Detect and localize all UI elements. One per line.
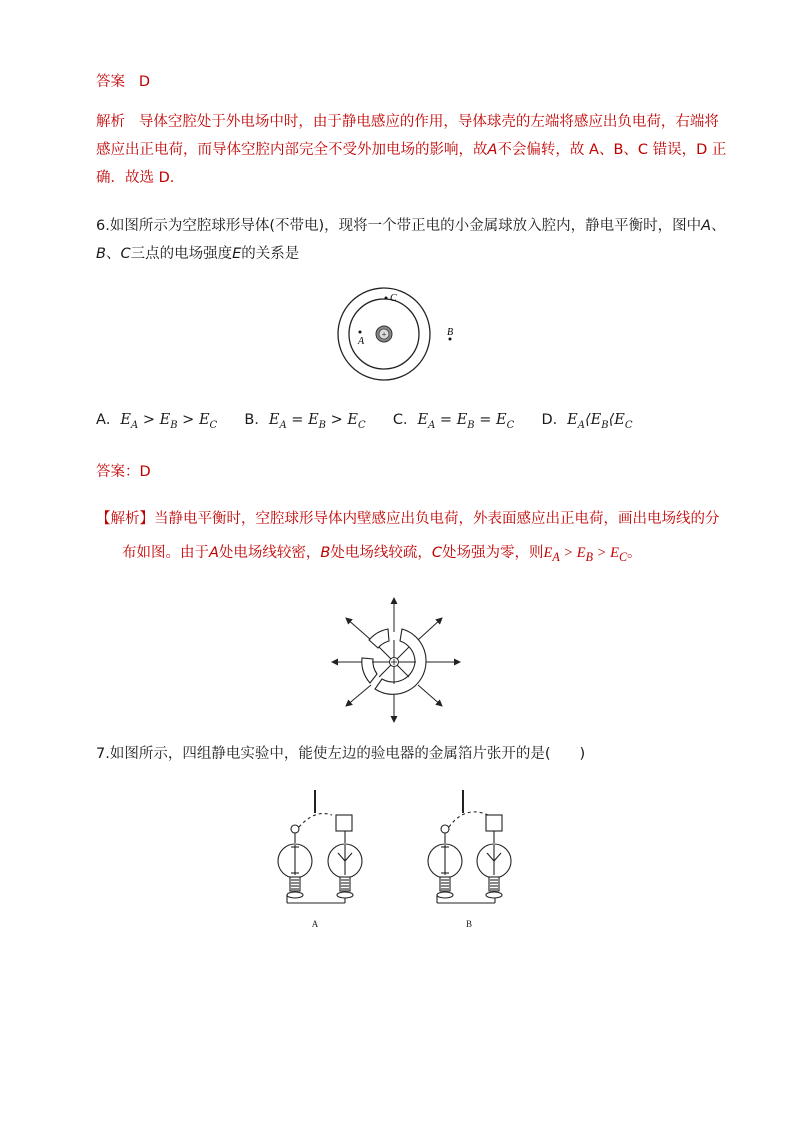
figure-label-b: B bbox=[465, 919, 473, 929]
option-expr: $E_A = E_B = E_C$ bbox=[417, 412, 515, 431]
explanation-line: 不会偏转，故 A、B、C 错误，D 正 bbox=[497, 142, 727, 158]
point-a-label: A bbox=[358, 336, 365, 347]
question-7-text: 7.如图所示，四组静电实验中，能使左边的验电器的金属箔片张开的是( ) bbox=[96, 746, 586, 762]
option-expr: $E_A⟨E_B⟨E_C$ bbox=[567, 412, 633, 431]
explanation-line: 导体空腔处于外电场中时，由于静电感应的作用，导体球壳的左端将感应出负电荷，右端将 bbox=[138, 114, 719, 130]
point-a-dot bbox=[359, 331, 362, 334]
explanation-6-block bbox=[96, 502, 720, 574]
hollow-sphere-figure bbox=[320, 285, 470, 385]
answer-value: D bbox=[138, 74, 150, 90]
metal-box bbox=[336, 815, 352, 831]
option-c bbox=[392, 412, 515, 431]
explanation-line: 处电场线较密， bbox=[218, 545, 321, 561]
options-row bbox=[96, 408, 633, 431]
shell-segment bbox=[369, 629, 389, 648]
field-lines-figure bbox=[326, 592, 466, 728]
question-var: A bbox=[701, 218, 712, 234]
explanation-label: 解析 bbox=[96, 114, 125, 130]
option-expr: $E_A > E_B > E_C$ bbox=[120, 412, 218, 431]
question-line: 三点的电场强度 bbox=[130, 246, 233, 262]
option-d bbox=[541, 412, 633, 431]
explanation-var: A bbox=[209, 545, 219, 561]
point-c-dot bbox=[385, 297, 388, 300]
explanation-relation: $E_A > E_B > E_C$ bbox=[543, 545, 628, 564]
option-a bbox=[96, 412, 218, 431]
question-var: B bbox=[96, 246, 106, 262]
figure-label-a: A bbox=[311, 919, 319, 929]
answer-label: 答案 bbox=[96, 74, 125, 90]
explanation-line: 布如图。由于 bbox=[122, 545, 209, 561]
explanation-var: A bbox=[487, 142, 498, 158]
question-line: 的关系是 bbox=[241, 246, 300, 262]
setup-a bbox=[278, 790, 362, 903]
explanation-line: 当静电平衡时，空腔球形导体内壁感应出负电荷，外表面感应出正电荷，画出电场线的分 bbox=[154, 511, 720, 527]
electroscope-knob bbox=[441, 825, 449, 833]
explanation-line: 感应出正电荷，而导体空腔内部完全不受外加电场的影响，故 bbox=[96, 142, 488, 158]
point-c-label: C bbox=[390, 293, 397, 304]
option-letter: A． bbox=[96, 412, 121, 428]
plus-sign: + bbox=[381, 329, 387, 340]
question-var: E bbox=[232, 246, 242, 262]
explanation-line: 。 bbox=[627, 545, 642, 561]
question-var: C bbox=[120, 246, 131, 262]
setup-b bbox=[428, 790, 511, 903]
metal-box bbox=[486, 815, 502, 831]
explanation-tag: 【解析】 bbox=[96, 511, 154, 527]
option-letter: D． bbox=[541, 412, 568, 428]
explanation-line: 处电场线较疏， bbox=[330, 545, 432, 561]
point-b-label: B bbox=[447, 327, 454, 338]
question-line: 6.如图所示为空腔球形导体(不带电)，现将一个带正电的小金属球放入腔内，静电平衡时，图中 bbox=[96, 218, 702, 234]
question-6-text bbox=[96, 212, 726, 268]
question-line: 、 bbox=[711, 218, 726, 234]
explanation-var: B bbox=[320, 545, 331, 561]
question-line: 、 bbox=[105, 246, 121, 262]
answer-6: 答案：D bbox=[96, 464, 151, 480]
option-b bbox=[244, 412, 366, 431]
electroscope-knob bbox=[291, 825, 299, 833]
option-letter: C． bbox=[392, 412, 418, 428]
option-expr: $E_A = E_B > E_C$ bbox=[268, 412, 366, 431]
electroscope-figure bbox=[270, 785, 530, 935]
answer-line bbox=[96, 68, 150, 96]
explanation-block bbox=[96, 108, 727, 192]
option-letter: B． bbox=[244, 412, 269, 428]
explanation-var: C bbox=[431, 545, 442, 561]
explanation-line: 处场强为零，则 bbox=[442, 545, 544, 561]
explanation-line: 确．故选 D. bbox=[96, 170, 175, 186]
